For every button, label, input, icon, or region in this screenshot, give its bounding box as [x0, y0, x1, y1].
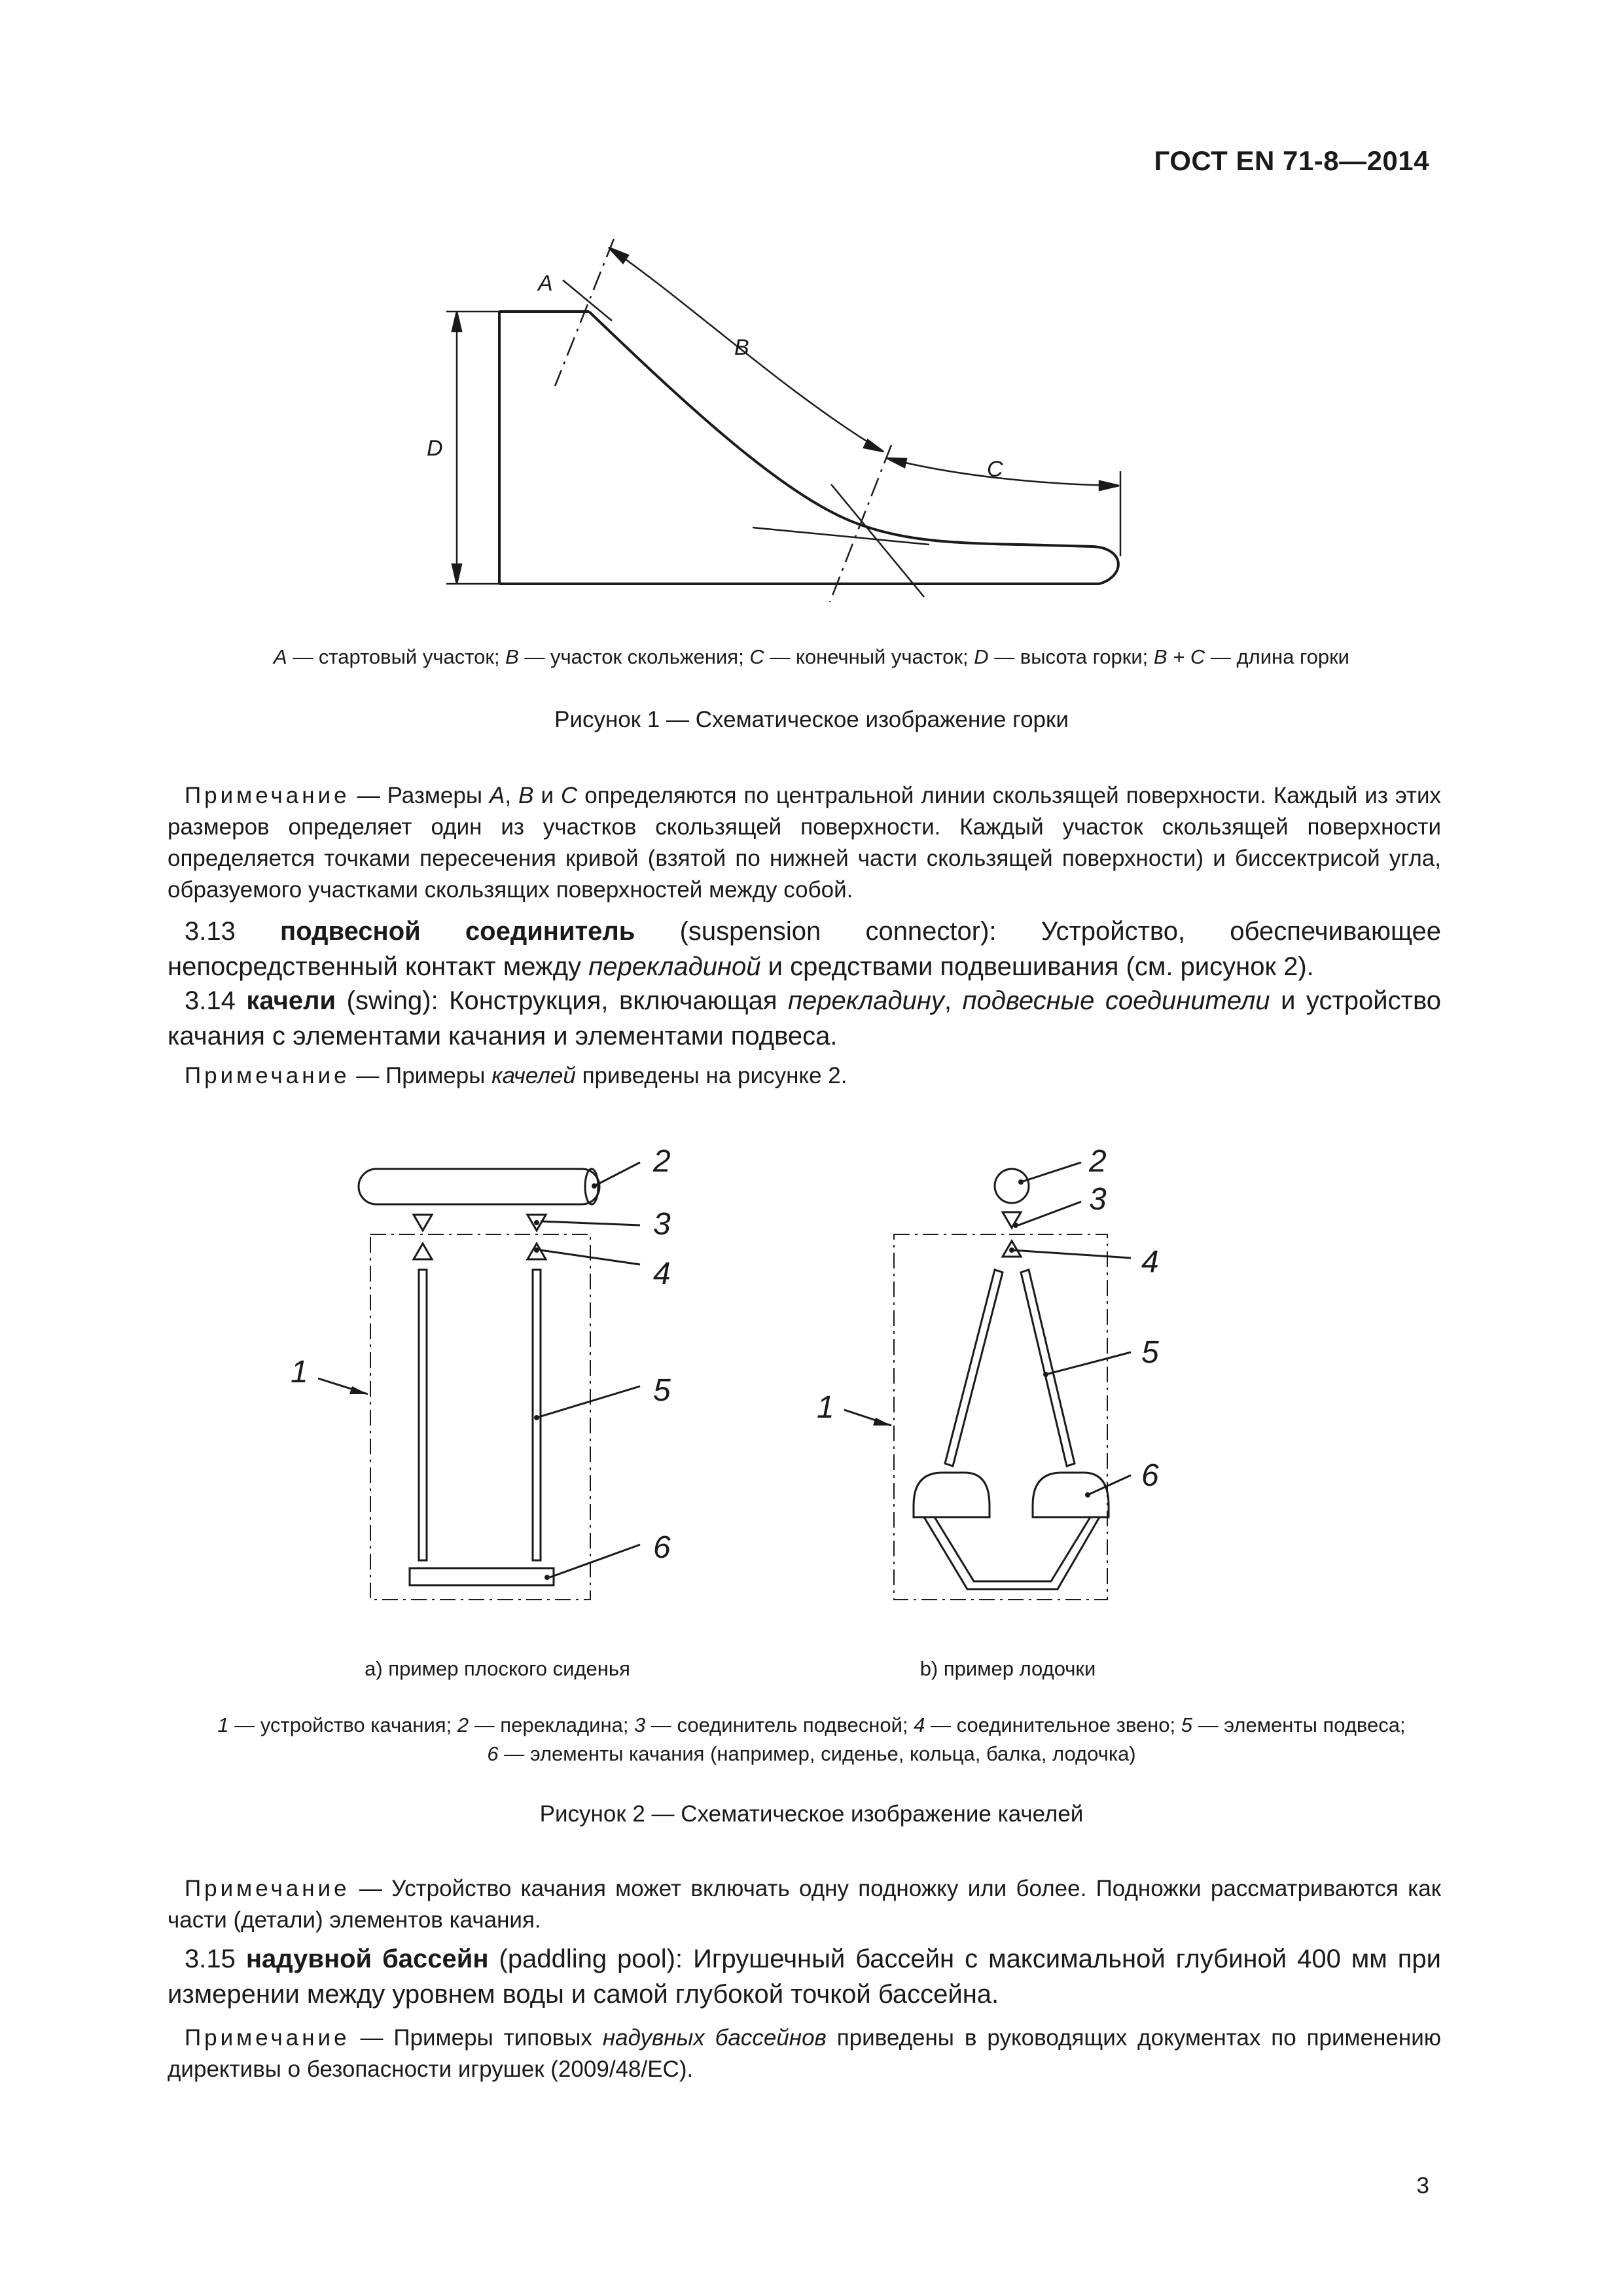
figure-2b-number-4: 4: [1141, 1245, 1159, 1280]
figure-2b-number-1: 1: [817, 1390, 834, 1425]
page-number: 3: [1416, 2173, 1429, 2198]
document-id: ГОСТ EN 71-8—2014: [1154, 145, 1429, 176]
note-3: Примечание — Устройство качания может включать одну подножку или более. Подножки рассматриваются как части (детали) элементов качания.: [168, 1876, 1441, 1933]
figure-2a-number-4: 4: [653, 1257, 671, 1291]
label-a: A: [538, 271, 553, 296]
figure-2-legend-line-2: 6 — элементы качания (например, сиденье, кольца, балка, лодочка): [487, 1742, 1136, 1765]
figure-1-legend: A — стартовый участок; B — участок скольжения; C — конечный участок; D — высота горки; B + C — длина горки: [274, 645, 1349, 668]
figure-2a-number-3: 3: [653, 1207, 671, 1242]
figure-2a-flat-seat-swing: [275, 1126, 733, 1610]
figure-2b-boat-swing: [805, 1126, 1224, 1610]
label-d: D: [427, 436, 443, 461]
note-2: Примечание — Примеры качелей приведены на рисунке 2.: [185, 1063, 847, 1088]
note-1: Примечание — Размеры A, B и C определяются по центральной линии скользящей поверхности. Каждый из этих размеров определяет один из участков скользящей поверхности. Каждый участок скользящей поверхности определяется точками пересечения кривой (взятой по нижней части скользящей поверхности) и биссектрисой угла, образуемого участками скользящих поверхностей между собой.: [168, 783, 1442, 903]
figure-2a-number-5: 5: [653, 1373, 671, 1408]
figure-2b-number-5: 5: [1141, 1335, 1159, 1370]
clause-3-15: 3.15 надувной бассейн (paddling pool): Игрушечный бассейн с максимальной глубиной 400 мм при измерении между уровнем воды и самой глубокой точкой бассейна.: [168, 1945, 1442, 2009]
label-c: C: [987, 457, 1003, 482]
clause-3-14: 3.14 качели (swing): Конструкция, включающая перекладину, подвесные соединители и устройство качания с элементами качания и элементами подвеса.: [168, 986, 1442, 1050]
figure-2b-number-3: 3: [1089, 1182, 1107, 1217]
figure-2a-number-1: 1: [291, 1355, 308, 1390]
label-b: B: [734, 335, 749, 360]
figure-2a-subcaption: a) пример плоского сиденья: [365, 1657, 630, 1680]
figure-1-slide-diagram: [393, 223, 1178, 615]
figure-2a-number-2: 2: [653, 1144, 671, 1179]
figure-2b-subcaption: b) пример лодочки: [919, 1657, 1096, 1680]
note-4: Примечание — Примеры типовых надувных бассейнов приведены в руководящих документах по применению директивы о безопасности игрушек (2009/48/EC).: [168, 2025, 1442, 2082]
figure-2b-number-2: 2: [1089, 1144, 1107, 1179]
clause-3-13: 3.13 подвесной соединитель (suspension connector): Устройство, обеспечивающее непосредственный контакт между перекладиной и средствами подвешивания (см. рисунок 2).: [168, 917, 1441, 981]
figure-2a-number-6: 6: [653, 1530, 671, 1565]
figure-1-caption: Рисунок 1 — Схематическое изображение горки: [554, 707, 1069, 732]
figure-2-legend-line-1: 1 — устройство качания; 2 — перекладина; 3 — соединитель подвесной; 4 — соединительное звено; 5 — элементы подвеса;: [217, 1713, 1406, 1736]
figure-2-caption: Рисунок 2 — Схематическое изображение качелей: [539, 1801, 1084, 1827]
figure-2b-number-6: 6: [1141, 1458, 1159, 1493]
